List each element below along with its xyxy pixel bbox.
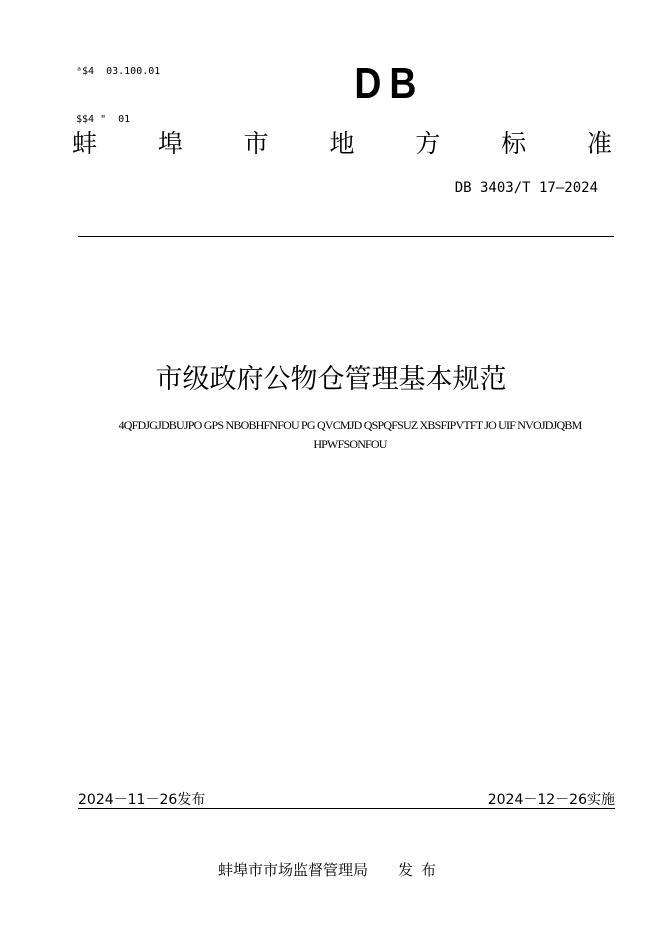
- standard-type-char: 标: [501, 129, 527, 158]
- document-title: 市级政府公物仓管理基本规范: [155, 364, 507, 395]
- standard-type-char: 方: [415, 129, 441, 158]
- english-title: [90, 416, 610, 454]
- standard-number: DB 3403/T 17—2024: [454, 180, 598, 196]
- date-row: [78, 789, 615, 809]
- standard-type-char: 埠: [157, 129, 183, 158]
- english-title-line-2: HPWFSONFOU: [313, 437, 387, 451]
- ics-code: ᵃ$4 03.100.01: [76, 66, 161, 77]
- db-logo: [350, 59, 420, 108]
- english-title-line-1: 4QFDJGJDBUJPO GPS NBOBHFNFOU PG QVCMJD QSPQFSUZ XBSFIPVTFT JO UIF NVOJDJQBM: [118, 418, 582, 432]
- bottom-divider: [78, 808, 615, 809]
- issuer-action: 发布: [398, 861, 445, 879]
- standard-type-char: 蚌: [72, 129, 98, 158]
- standard-type-char: 地: [329, 129, 355, 158]
- issuer-name: 蚌埠市市场监督管理局: [217, 861, 368, 879]
- ccs-code: $$4 " 01: [76, 114, 131, 125]
- standard-type-char: 市: [243, 129, 269, 158]
- standard-type-title: [72, 124, 612, 160]
- standard-type-char: 准: [586, 129, 612, 158]
- logo-letter-b: B: [389, 59, 416, 108]
- issuing-authority: [0, 859, 662, 880]
- release-date: 2024－11－26发布: [78, 792, 206, 808]
- top-divider: [78, 236, 614, 237]
- logo-letter-d: D: [354, 59, 381, 108]
- implementation-date: 2024－12－26实施: [487, 792, 615, 808]
